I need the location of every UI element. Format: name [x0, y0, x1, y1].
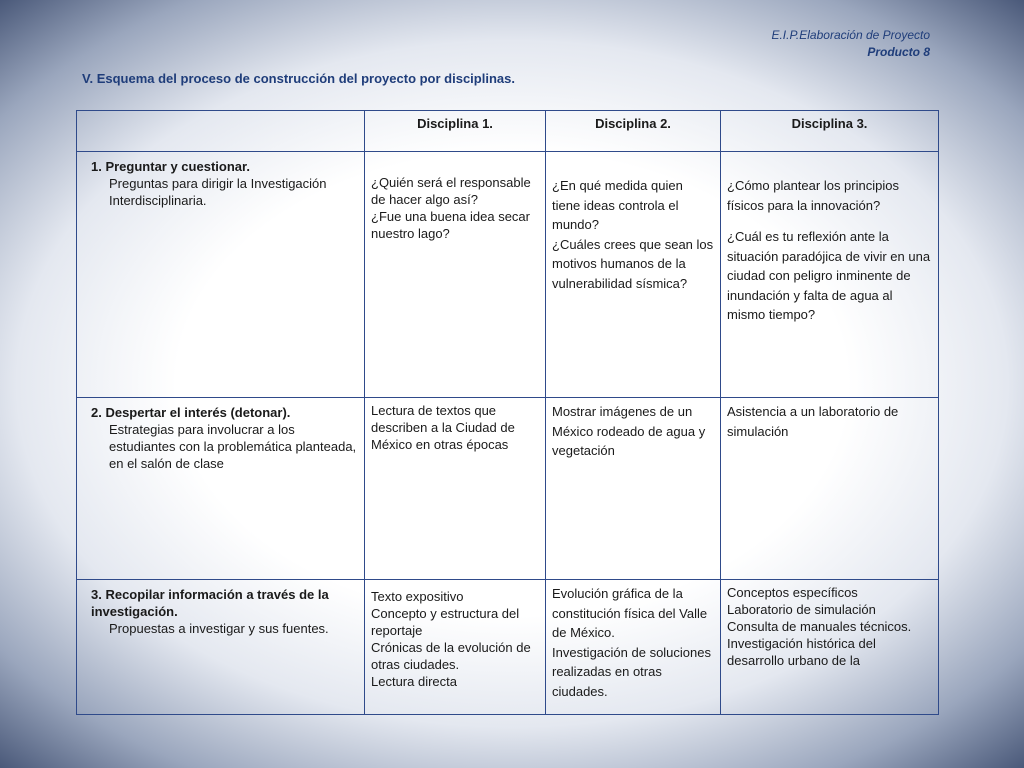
row-label-cell: [77, 152, 365, 398]
subject-label: E.I.P.Elaboración de Proyecto: [771, 28, 930, 42]
cell-text: Investigación de soluciones realizadas en otras ciudades.: [552, 644, 711, 699]
product-label: Producto 8: [867, 45, 930, 59]
cell-text: Lectura de textos que describen a la Ciudad de México en otras épocas: [371, 403, 515, 452]
cell-text: Laboratorio de simulación: [727, 602, 876, 617]
table-cell: [721, 152, 939, 398]
table-cell: [365, 152, 546, 398]
table-row: [77, 580, 939, 715]
row-label-cell: [77, 398, 365, 580]
cell-text: Mostrar imágenes de un México rodeado de agua y vegetación: [552, 404, 706, 458]
table-cell: [546, 398, 721, 580]
row-title: 2. Despertar el interés (detonar).: [91, 405, 291, 420]
discipline-scheme-table: [76, 110, 939, 715]
cell-text: ¿Cómo plantear los principios físicos para la innovación?: [727, 178, 899, 213]
cell-text: Evolución gráfica de la constitución física del Valle de México.: [552, 586, 708, 640]
header-cell-empty: [77, 111, 365, 152]
cell-text: Conceptos específicos: [727, 585, 858, 600]
cell-text: Asistencia a un laboratorio de simulación: [727, 404, 899, 439]
cell-text: Texto expositivo: [371, 589, 464, 604]
row-description: Estrategias para involucrar a los estudiantes con la problemática planteada, en el salón de clase: [109, 422, 357, 471]
cell-text: ¿Quién será el responsable de hacer algo así?: [371, 175, 531, 207]
cell-text: ¿Cuáles crees que sean los motivos humanos de la vulnerabilidad sísmica?: [552, 236, 714, 291]
row-label-cell: [77, 580, 365, 715]
table-cell: [546, 580, 721, 715]
row-description: Propuestas a investigar y sus fuentes.: [109, 621, 329, 636]
cell-text: Consulta de manuales técnicos.: [727, 619, 912, 634]
table-cell: [546, 152, 721, 398]
row-description: Preguntas para dirigir la Investigación Interdisciplinaria.: [109, 176, 327, 208]
cell-text: Lectura directa: [371, 674, 457, 689]
cell-text: ¿En qué medida quien tiene ideas controla el mundo?: [552, 178, 683, 232]
cell-text: Investigación histórica del desarrollo urbano de la: [727, 636, 876, 668]
cell-text: ¿Cuál es tu reflexión ante la situación paradójica de vivir en una ciudad con peligro inminente de inundación y falta de agua al mismo tiempo?: [727, 229, 931, 322]
table-row: [77, 398, 939, 580]
header-cell-discipline-2: Disciplina 2.: [546, 111, 721, 152]
cell-spacer: [727, 215, 932, 227]
table-cell: [365, 580, 546, 715]
header-cell-discipline-3: Disciplina 3.: [721, 111, 939, 152]
row-title: 3. Recopilar información a través de la investigación.: [91, 587, 329, 619]
cell-text: Concepto y estructura del reportaje: [371, 606, 520, 638]
cell-text: Crónicas de la evolución de otras ciudades.: [371, 640, 531, 672]
cell-text: ¿Fue una buena idea secar nuestro lago?: [371, 209, 530, 241]
table-header-row: [77, 111, 939, 152]
table-cell: [365, 398, 546, 580]
document-header: [771, 27, 930, 61]
row-title: 1. Preguntar y cuestionar.: [91, 159, 250, 174]
header-cell-discipline-1: Disciplina 1.: [365, 111, 546, 152]
table-cell: [721, 580, 939, 715]
table-row: [77, 152, 939, 398]
table-cell: [721, 398, 939, 580]
section-title: V. Esquema del proceso de construcción del proyecto por disciplinas.: [82, 71, 515, 86]
